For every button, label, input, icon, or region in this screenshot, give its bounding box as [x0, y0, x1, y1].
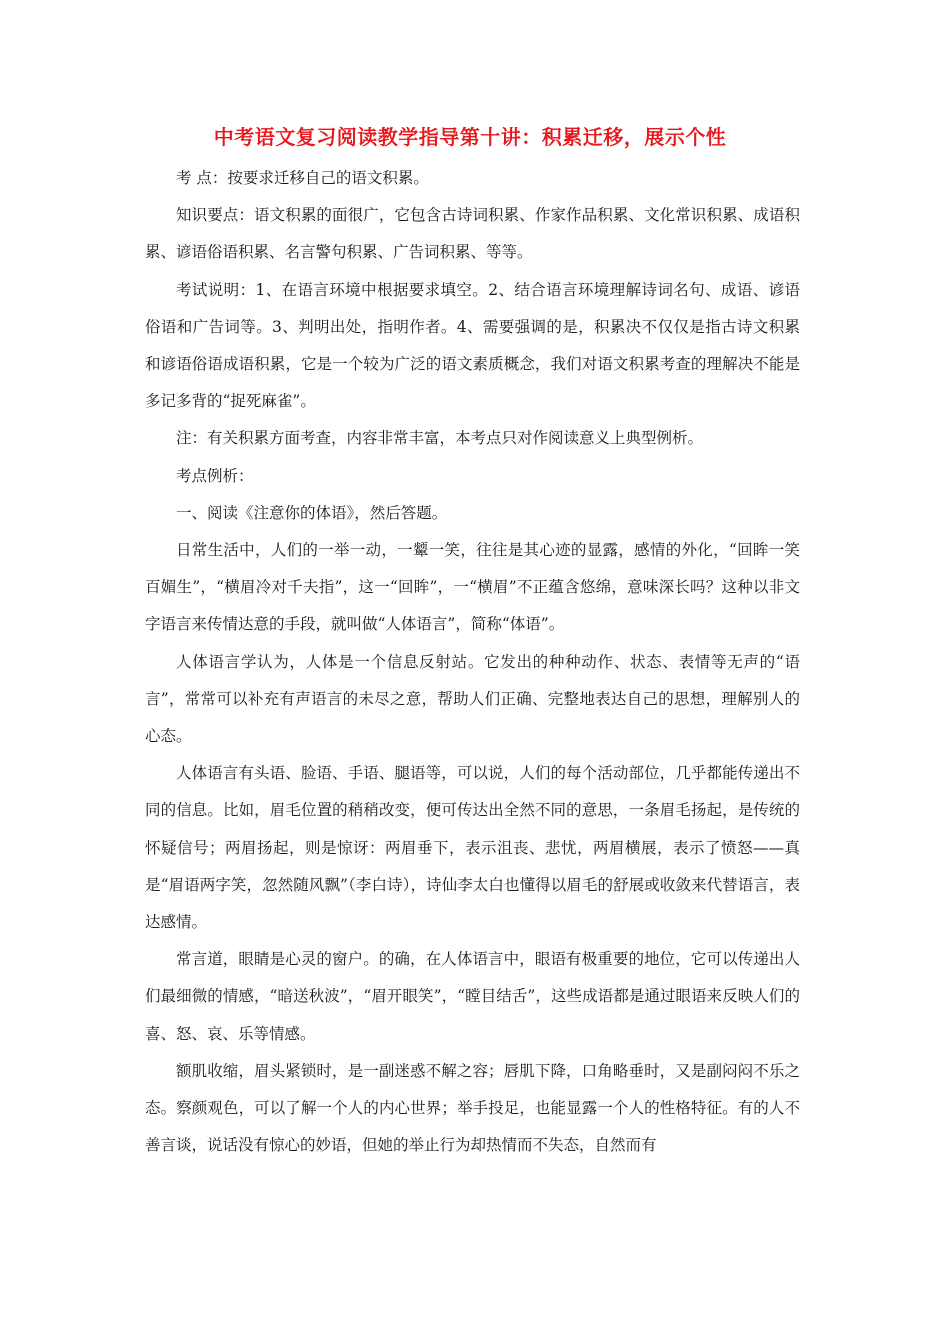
paragraph-exam-point: 考 点：按要求迁移自己的语文积累。 [176, 169, 429, 187]
paragraph-knowledge-points: 知识要点：语文积累的面很广，它包含古诗词积累、作家作品积累、文化常识积累、成语积累、谚语俗语积累、名言警句积累、广告词积累、等等。 [145, 206, 800, 262]
paragraph-reading-3: 人体语言有头语、脸语、手语、腿语等，可以说，人们的每个活动部位，几乎都能传递出不同的信息。比如，眉毛位置的稍稍改变，便可传达出全然不同的意思，一条眉毛扬起，是传统的怀疑信号；两眉扬起，则是惊讶：两眉垂下，表示沮丧、悲忧，两眉横展，表示了愤怒——真是“眉语两字笑，忽然随风飘”（李白诗），诗仙李太白也懂得以眉毛的舒展或收敛来代替语言，表达感情。 [145, 764, 800, 932]
paragraph-examples-heading: 考点例析： [176, 466, 254, 485]
document-body [145, 160, 800, 1164]
paragraph-reading-4: 常言道，眼睛是心灵的窗户。的确，在人体语言中，眼语有极重要的地位，它可以传递出人们最细微的情感，“暗送秋波”，“眉开眼笑”，“瞠目结舌”，这些成语都是通过眼语来反映人们的喜、怒、哀、乐等情感。 [145, 950, 800, 1043]
paragraph-reading-1: 日常生活中，人们的一举一动，一颦一笑，往往是其心迹的显露，感情的外化，“回眸一笑百媚生”，“横眉冷对千夫指”，这一“回眸”，一“横眉”不正蕴含悠绵，意味深长吗？这种以非文字语言来传情达意的手段，就叫做“人体语言”，简称“体语”。 [145, 541, 800, 634]
paragraph-note: 注：有关积累方面考查，内容非常丰富，本考点只对作阅读意义上典型例析。 [176, 429, 704, 448]
paragraph-reading-2: 人体语言学认为，人体是一个信息反射站。它发出的种种动作、状态、表情等无声的“语言”，常常可以补充有声语言的未尽之意，帮助人们正确、完整地表达自己的思想，理解别人的心态。 [145, 652, 800, 746]
paragraph-reading-5: 额肌收缩，眉头紧锁时，是一副迷惑不解之容；唇肌下降，口角略垂时，又是副闷闷不乐之态。察颜观色，可以了解一个人的内心世界；举手投足，也能显露一个人的性格特征。有的人不善言谈，说话没有惊心的妙语，但她的举止行为却热情而不失态，自然而有 [145, 1061, 800, 1155]
paragraph-exam-notes: 考试说明：1、在语言环境中根据要求填空。2、结合语言环境理解诗词名句、成语、谚语俗语和广告词等。3、判明出处，指明作者。4、需要强调的是，积累决不仅仅是指古诗文积累和谚语俗语成语积累，它是一个较为广泛的语文素质概念，我们对语文积累考查的理解决不能是多记多背的“捉死麻雀”。 [145, 280, 800, 411]
paragraph-reading-task: 一、阅读《注意你的体语》，然后答题。 [176, 503, 448, 522]
document-title: 中考语文复习阅读教学指导第十讲：积累迁移，展示个性 [213, 125, 727, 149]
